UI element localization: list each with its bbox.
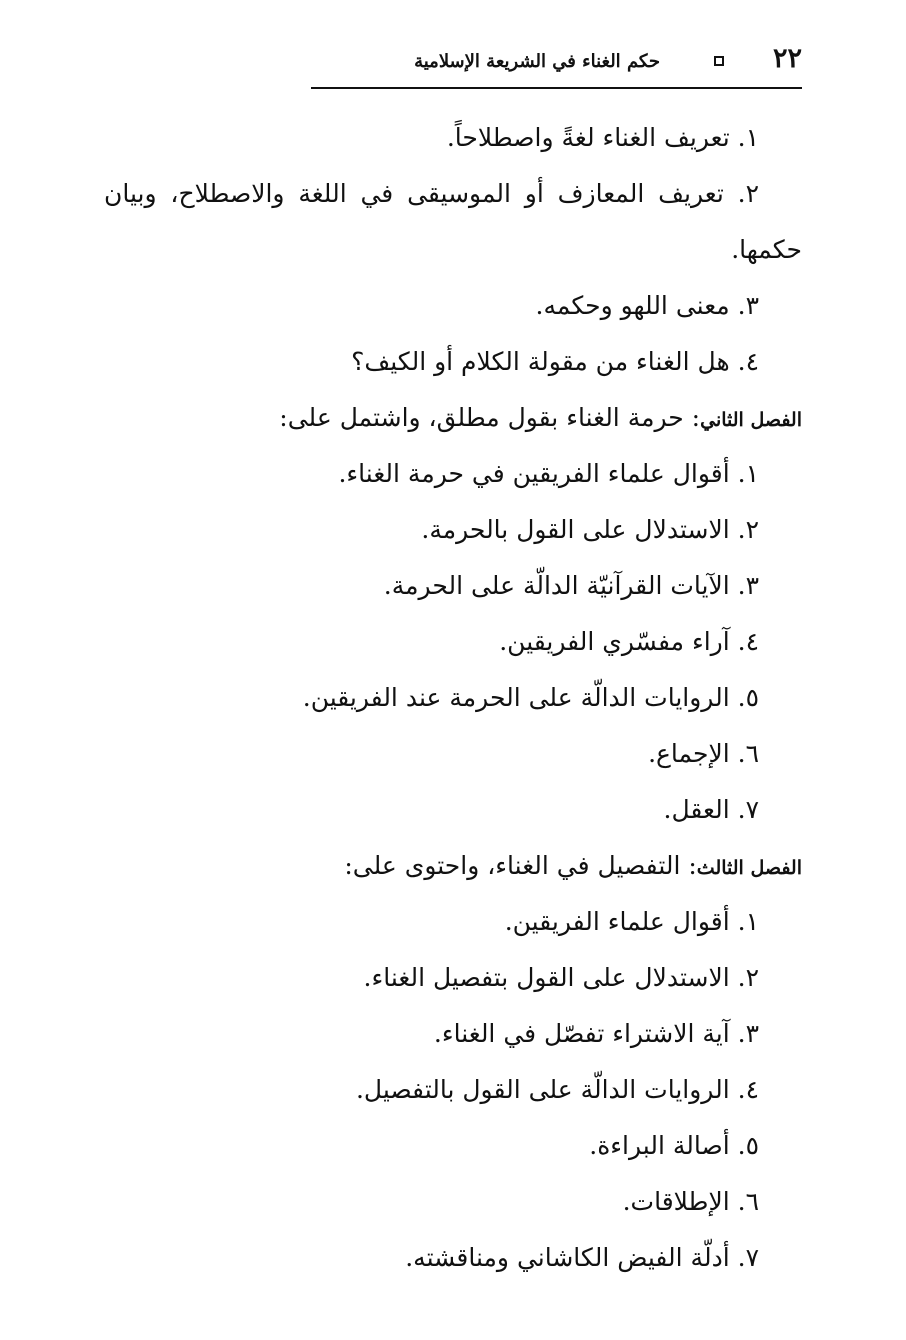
chapter-description: : حرمة الغناء بقول مطلق، واشتمل على:: [279, 403, 701, 432]
running-header: [302, 38, 802, 84]
list-item: ٦. الإجماع.: [648, 739, 759, 768]
list-item: ٧. العقل.: [663, 795, 759, 824]
chapter-heading: [104, 838, 802, 894]
list-item: ١. أقوال علماء الفريقين في حرمة الغناء.: [338, 459, 759, 488]
chapter-description: : التفصيل في الغناء، واحتوى على:: [344, 851, 697, 880]
list-item: ٥. الروايات الدالّة على الحرمة عند الفريقين.: [302, 683, 759, 712]
list-item: ٤. الروايات الدالّة على القول بالتفصيل.: [355, 1075, 759, 1104]
list-item: ٤. هل الغناء من مقولة الكلام أو الكيف؟: [351, 347, 759, 376]
list-item: ٢. الاستدلال على القول بالحرمة.: [421, 515, 759, 544]
list-item: ٣. الآيات القرآنيّة الدالّة على الحرمة.: [383, 571, 759, 600]
running-title: حكم الغناء في الشريعة الإسلامية: [414, 51, 660, 72]
list-item: ٧. أدلّة الفيض الكاشاني ومناقشته.: [405, 1243, 759, 1272]
list-item: ٥. أصالة البراءة.: [589, 1131, 759, 1160]
list-item: ٢. تعريف المعازف أو الموسيقى في اللغة والاصطلاح، وبيان: [104, 179, 759, 208]
list-item: ١. تعريف الغناء لغةً واصطلاحاً.: [446, 123, 759, 152]
chapter-title: الفصل الثالث: [696, 857, 802, 879]
header-divider: [311, 87, 802, 89]
list-item: ٦. الإطلاقات.: [622, 1187, 759, 1216]
list-item: ٢. الاستدلال على القول بتفصيل الغناء.: [363, 963, 759, 992]
list-item: ١. أقوال علماء الفريقين.: [504, 907, 759, 936]
chapter-heading: [104, 390, 802, 446]
page-number: ٢٢: [772, 43, 802, 74]
list-item: ٤. آراء مفسّري الفريقين.: [499, 627, 759, 656]
list-item: ٣. آية الاشتراء تفصّل في الغناء.: [433, 1019, 759, 1048]
page-body: [104, 110, 802, 1286]
chapter-title: الفصل الثاني: [700, 409, 802, 431]
list-item-continuation: حكمها.: [731, 235, 802, 264]
square-bullet-icon: [714, 56, 724, 66]
list-item: ٣. معنى اللهو وحكمه.: [535, 291, 759, 320]
